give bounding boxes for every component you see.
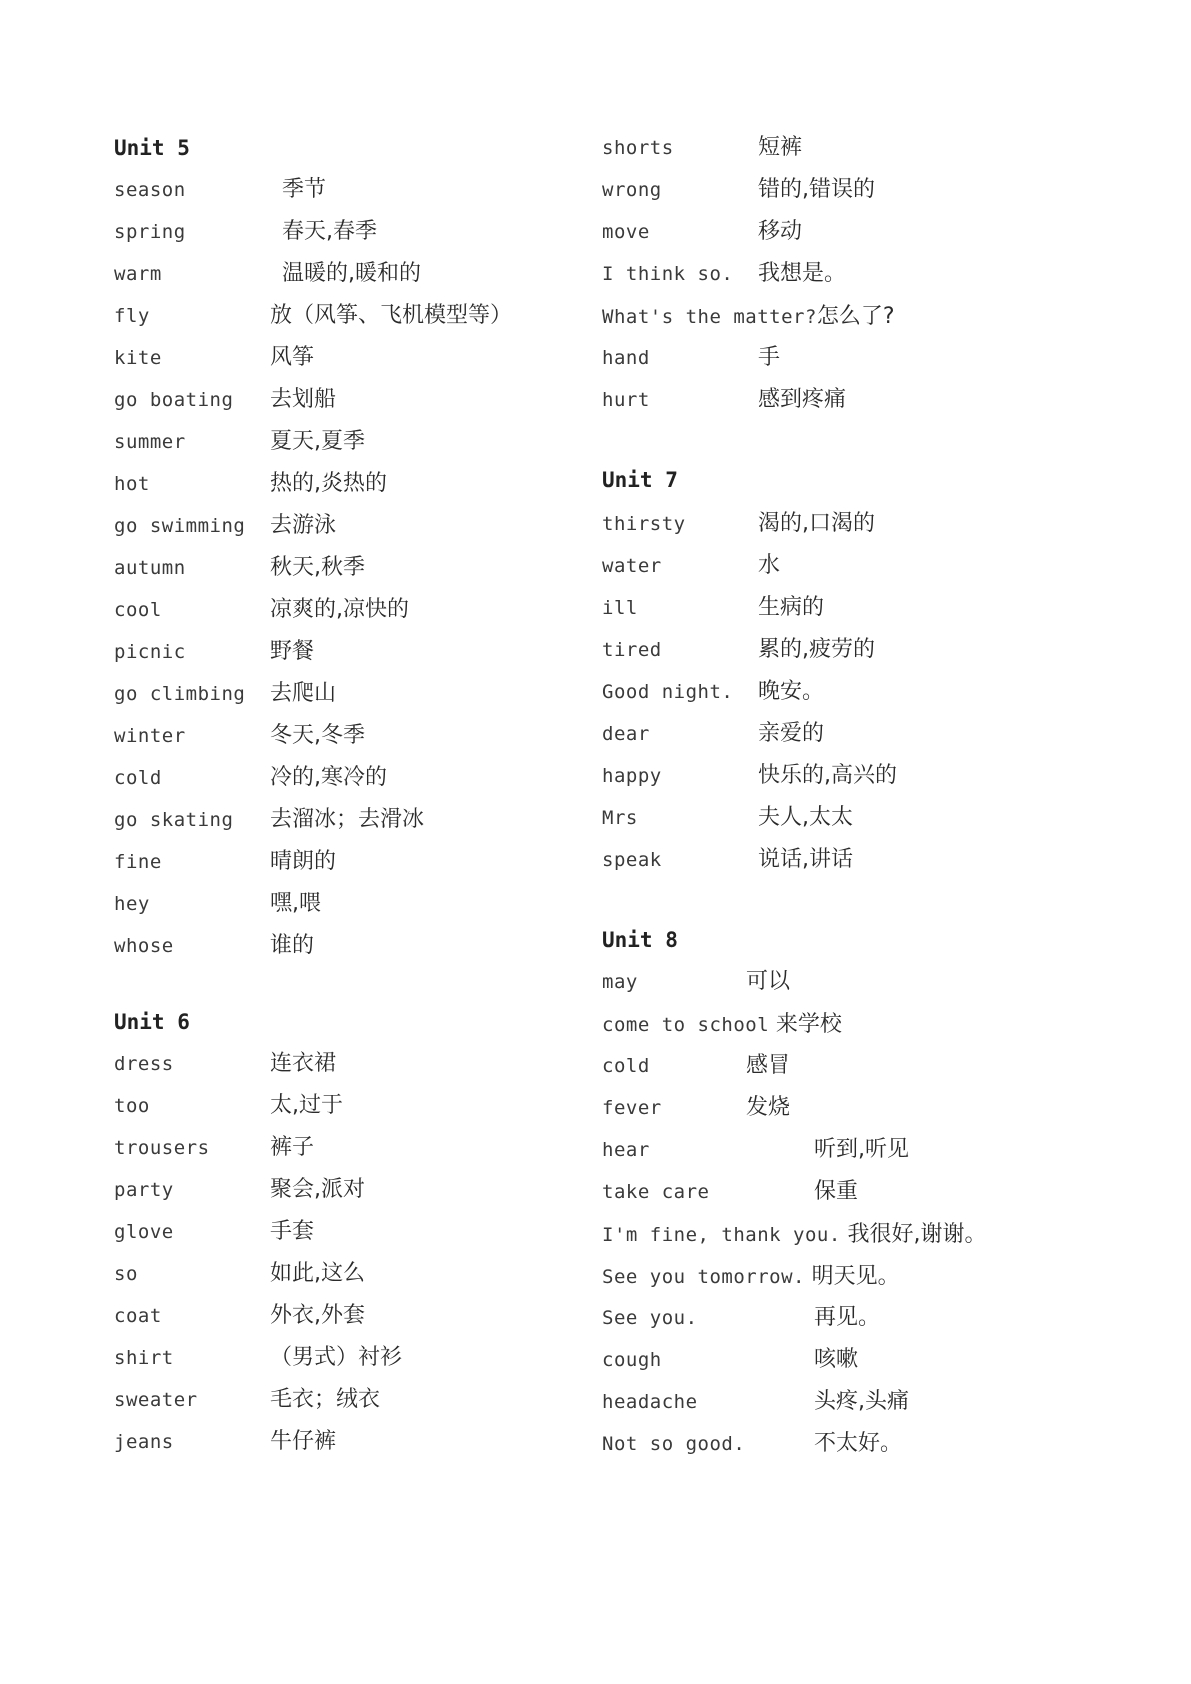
english-word: party (114, 1179, 174, 1201)
english-word: sweater (114, 1389, 198, 1411)
english-word: fly (114, 305, 150, 327)
english-word: fine (114, 851, 162, 873)
unit-6-heading: Unit 6 (114, 1010, 190, 1034)
chinese-meaning: 去溜冰；去滑冰 (270, 807, 425, 832)
english-word: shorts (602, 137, 674, 159)
chinese-meaning: 头疼,头痛 (814, 1389, 909, 1414)
chinese-meaning: 快乐的,高兴的 (758, 763, 897, 788)
chinese-meaning: 水 (758, 553, 781, 578)
english-word: See you. (602, 1307, 698, 1329)
english-word: season (114, 179, 186, 201)
chinese-meaning: 凉爽的,凉快的 (270, 597, 409, 622)
english-word: dear (602, 723, 650, 745)
english-word: so (114, 1263, 138, 1285)
english-word: move (602, 221, 650, 243)
english-word: warm (114, 263, 162, 285)
chinese-meaning: 外衣,外套 (270, 1303, 365, 1328)
phrase-line (602, 302, 895, 331)
english-word: What's the matter? (602, 306, 817, 328)
english-word: winter (114, 725, 186, 747)
english-word: tired (602, 639, 662, 661)
phrase-line (602, 1220, 986, 1249)
english-word: too (114, 1095, 150, 1117)
english-word: coat (114, 1305, 162, 1327)
chinese-meaning: 说话,讲话 (758, 847, 853, 872)
english-word: whose (114, 935, 174, 957)
chinese-meaning: 裤子 (270, 1135, 315, 1160)
english-word: spring (114, 221, 186, 243)
english-word: water (602, 555, 662, 577)
english-word: come to school (602, 1014, 770, 1036)
chinese-meaning: 累的,疲劳的 (758, 637, 875, 662)
chinese-meaning: 秋天,秋季 (270, 555, 365, 580)
chinese-meaning: 短裤 (758, 135, 803, 160)
english-word: Good night. (602, 681, 734, 703)
english-word: kite (114, 347, 162, 369)
english-word: wrong (602, 179, 662, 201)
chinese-meaning: 来学校 (775, 1012, 842, 1037)
chinese-meaning: 渴的,口渴的 (758, 511, 875, 536)
chinese-meaning: 太,过于 (270, 1093, 343, 1118)
english-word: cold (114, 767, 162, 789)
chinese-meaning: 错的,错误的 (758, 177, 875, 202)
english-word: jeans (114, 1431, 174, 1453)
chinese-meaning: 晚安。 (758, 679, 825, 704)
english-word: speak (602, 849, 662, 871)
chinese-meaning: 手套 (270, 1219, 315, 1244)
english-word: cool (114, 599, 162, 621)
english-word: autumn (114, 557, 186, 579)
english-word: hand (602, 347, 650, 369)
chinese-meaning: 晴朗的 (270, 849, 337, 874)
phrase-line (602, 1262, 900, 1291)
chinese-meaning: 野餐 (270, 639, 315, 664)
chinese-meaning: 可以 (746, 969, 791, 994)
chinese-meaning: 手 (758, 345, 781, 370)
chinese-meaning: 温暖的,暖和的 (282, 261, 421, 286)
english-word: trousers (114, 1137, 210, 1159)
chinese-meaning: 牛仔裤 (270, 1429, 337, 1454)
unit-5-heading: Unit 5 (114, 136, 190, 160)
english-word: go boating (114, 389, 234, 411)
chinese-meaning: 我想是。 (758, 261, 847, 286)
english-word: hear (602, 1139, 650, 1161)
chinese-meaning: 生病的 (758, 595, 825, 620)
chinese-meaning: 感冒 (746, 1053, 791, 1078)
chinese-meaning: 冬天,冬季 (270, 723, 365, 748)
english-word: cold (602, 1055, 650, 1077)
chinese-meaning: 发烧 (746, 1095, 791, 1120)
chinese-meaning: 我很好,谢谢。 (847, 1222, 987, 1247)
english-word: hey (114, 893, 150, 915)
english-word: See you tomorrow. (602, 1266, 805, 1288)
english-word: I think so. (602, 263, 734, 285)
chinese-meaning: 连衣裙 (270, 1051, 337, 1076)
phrase-line (602, 1010, 842, 1039)
chinese-meaning: 聚会,派对 (270, 1177, 365, 1202)
english-word: shirt (114, 1347, 174, 1369)
english-word: dress (114, 1053, 174, 1075)
english-word: may (602, 971, 638, 993)
english-word: go skating (114, 809, 234, 831)
chinese-meaning: 移动 (758, 219, 803, 244)
english-word: hot (114, 473, 150, 495)
english-word: picnic (114, 641, 186, 663)
english-word: take care (602, 1181, 710, 1203)
english-word: Not so good. (602, 1433, 746, 1455)
english-word: Mrs (602, 807, 638, 829)
english-word: thirsty (602, 513, 686, 535)
chinese-meaning: 再见。 (814, 1305, 881, 1330)
chinese-meaning: 毛衣；绒衣 (270, 1387, 381, 1412)
chinese-meaning: 风筝 (270, 345, 315, 370)
chinese-meaning: 季节 (282, 177, 327, 202)
chinese-meaning: 夏天,夏季 (270, 429, 365, 454)
unit-7-heading: Unit 7 (602, 468, 678, 492)
chinese-meaning: 去划船 (270, 387, 337, 412)
chinese-meaning: 咳嗽 (814, 1347, 859, 1372)
chinese-meaning: 如此,这么 (270, 1261, 365, 1286)
chinese-meaning: 感到疼痛 (758, 387, 847, 412)
chinese-meaning: 去爬山 (270, 681, 337, 706)
english-word: summer (114, 431, 186, 453)
chinese-meaning: 热的,炎热的 (270, 471, 387, 496)
chinese-meaning: 保重 (814, 1179, 859, 1204)
english-word: happy (602, 765, 662, 787)
chinese-meaning: 嘿,喂 (270, 891, 321, 916)
chinese-meaning: 谁的 (270, 933, 315, 958)
english-word: go swimming (114, 515, 246, 537)
chinese-meaning: 春天,春季 (282, 219, 377, 244)
chinese-meaning: 冷的,寒冷的 (270, 765, 387, 790)
english-word: headache (602, 1391, 698, 1413)
english-word: I'm fine, thank you. (602, 1224, 841, 1246)
chinese-meaning: 怎么了? (816, 304, 895, 329)
english-word: go climbing (114, 683, 246, 705)
unit-8-heading: Unit 8 (602, 928, 678, 952)
chinese-meaning: 夫人,太太 (758, 805, 853, 830)
chinese-meaning: （男式）衬衫 (270, 1345, 403, 1370)
chinese-meaning: 放（风筝、飞机模型等） (270, 303, 513, 328)
english-word: cough (602, 1349, 662, 1371)
chinese-meaning: 不太好。 (814, 1431, 903, 1456)
english-word: fever (602, 1097, 662, 1119)
english-word: ill (602, 597, 638, 619)
chinese-meaning: 听到,听见 (814, 1137, 909, 1162)
chinese-meaning: 亲爱的 (758, 721, 825, 746)
english-word: hurt (602, 389, 650, 411)
chinese-meaning: 去游泳 (270, 513, 337, 538)
english-word: glove (114, 1221, 174, 1243)
chinese-meaning: 明天见。 (811, 1264, 900, 1289)
